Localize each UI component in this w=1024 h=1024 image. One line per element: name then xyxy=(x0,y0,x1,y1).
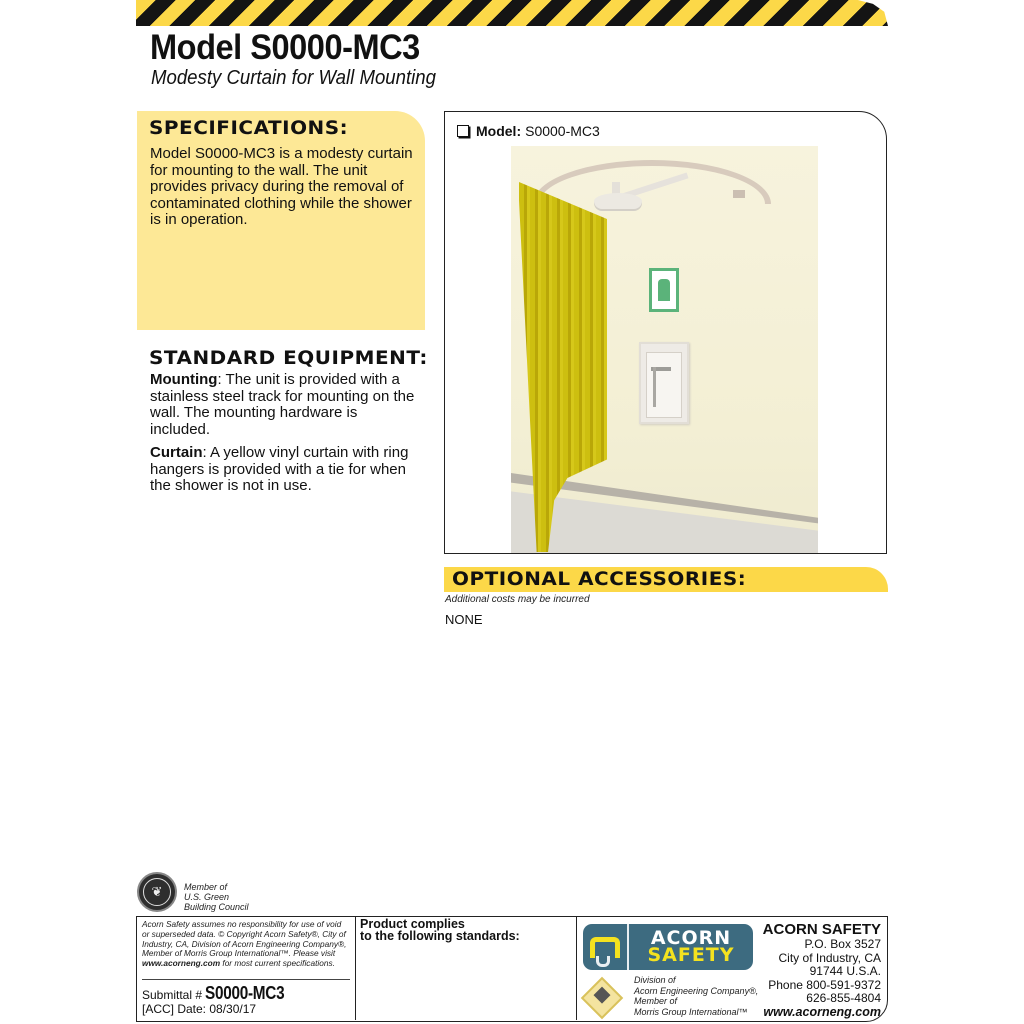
division-line: Division of xyxy=(634,975,676,985)
disclaimer-tail: for most current specifications. xyxy=(220,958,335,969)
logo-word-safety: SAFETY xyxy=(647,944,735,966)
phone-line: Phone 800-591-9372 xyxy=(768,977,881,992)
footer-standards-cell xyxy=(356,917,577,1020)
submittal-number: S0000-MC3 xyxy=(205,983,285,1003)
optional-accessories-note: Additional costs may be incurred xyxy=(445,594,590,605)
footer-table xyxy=(136,916,888,1022)
division-line: Member of xyxy=(634,996,678,1006)
submittal-date: [ACC] Date: 08/30/17 xyxy=(142,1002,257,1016)
emergency-shower-sign-icon xyxy=(649,268,679,312)
disclaimer-line: Acorn Safety assumes no responsibility for use of void xyxy=(142,919,342,929)
diamond-center xyxy=(594,987,611,1004)
leaf-icon: ❦ xyxy=(143,878,171,906)
acorn-wrench-icon xyxy=(583,924,629,970)
valve-rod-graphic xyxy=(653,367,656,407)
standard-equipment-list xyxy=(150,372,420,502)
disclaimer-line: Member of Morris Group International™. Please visit xyxy=(142,948,336,959)
track-bracket-graphic xyxy=(733,190,745,198)
standards-heading xyxy=(360,918,520,942)
usgbc-line: Member of xyxy=(184,882,228,892)
product-illustration xyxy=(511,146,818,553)
equipment-label: Curtain xyxy=(150,444,203,461)
hazard-stripe-banner xyxy=(136,0,888,26)
acorn-engineering-diamond-icon xyxy=(581,977,623,1019)
equipment-item-curtain xyxy=(150,445,420,495)
company-name: ACORN SAFETY xyxy=(762,921,881,938)
specifications-body: Model S0000-MC3 is a modesty curtain for mounting to the wall. The unit provides privacy during the removal of contaminated clothing while the shower is in operation. xyxy=(150,145,413,228)
address-line: City of Industry, CA xyxy=(778,950,881,965)
shower-head-icon xyxy=(594,193,642,209)
model-label-key: Model: xyxy=(476,123,522,139)
page-title: Model S0000-MC3 xyxy=(150,28,420,67)
model-label-value: S0000-MC3 xyxy=(525,123,600,139)
standards-heading-line: Product complies xyxy=(360,917,465,931)
disclaimer-website-link[interactable]: www.acorneng.com xyxy=(142,958,221,969)
optional-accessories-value: NONE xyxy=(445,612,483,627)
company-website-link[interactable]: www.acorneng.com xyxy=(763,1004,881,1019)
company-address-block xyxy=(763,921,881,1019)
product-image-frame xyxy=(444,111,887,554)
optional-accessories-banner xyxy=(444,567,888,592)
acorn-safety-logo xyxy=(583,924,753,970)
equipment-item-mounting xyxy=(150,372,420,438)
model-label xyxy=(457,123,600,139)
cabinet-recess xyxy=(646,352,682,418)
usgbc-line: U.S. Green xyxy=(184,892,230,902)
division-text xyxy=(634,975,758,1017)
divider xyxy=(142,979,350,980)
valve-cabinet-graphic xyxy=(639,342,689,424)
submittal-line xyxy=(142,983,298,1004)
checkbox-icon xyxy=(457,125,469,137)
usgbc-membership xyxy=(184,882,249,912)
logo-word-acorn: ACORN xyxy=(650,927,732,949)
disclaimer-line: Industry, CA, Division of Acorn Engineering Company®, xyxy=(142,938,347,949)
usgbc-logo-icon xyxy=(137,872,177,912)
phone-line: 626-855-4804 xyxy=(806,991,881,1005)
address-line: P.O. Box 3527 xyxy=(804,937,881,951)
acorn-logo-wordmark xyxy=(629,927,753,966)
submittal-label: Submittal # xyxy=(142,988,203,1002)
disclaimer-text xyxy=(142,920,354,969)
usgbc-line: Building Council xyxy=(184,902,249,912)
disclaimer-line xyxy=(142,959,354,969)
specifications-heading: SPECIFICATIONS: xyxy=(149,117,349,139)
equipment-text: : The unit is provided with a stainless steel track for mounting on the wall. The mounting hardware is included. xyxy=(150,371,415,438)
standard-equipment-heading: STANDARD EQUIPMENT: xyxy=(149,347,428,369)
optional-accessories-heading: OPTIONAL ACCESSORIES: xyxy=(452,568,747,590)
disclaimer-line: or superseded data. © Copyright Acorn Safety®, City of xyxy=(142,928,346,939)
division-line: Acorn Engineering Company®, xyxy=(634,985,759,996)
standards-heading-line: to the following standards: xyxy=(360,929,520,943)
page-subtitle: Modesty Curtain for Wall Mounting xyxy=(151,67,436,89)
division-line: Morris Group International™ xyxy=(634,1006,748,1017)
footer-disclaimer-cell xyxy=(137,917,356,1020)
equipment-text: : A yellow vinyl curtain with ring hangers is provided with a tie for when the shower is not in use. xyxy=(150,444,409,494)
equipment-label: Mounting xyxy=(150,371,218,388)
person-icon xyxy=(658,279,670,301)
address-line: 91744 U.S.A. xyxy=(809,964,881,978)
specifications-panel xyxy=(137,111,425,330)
